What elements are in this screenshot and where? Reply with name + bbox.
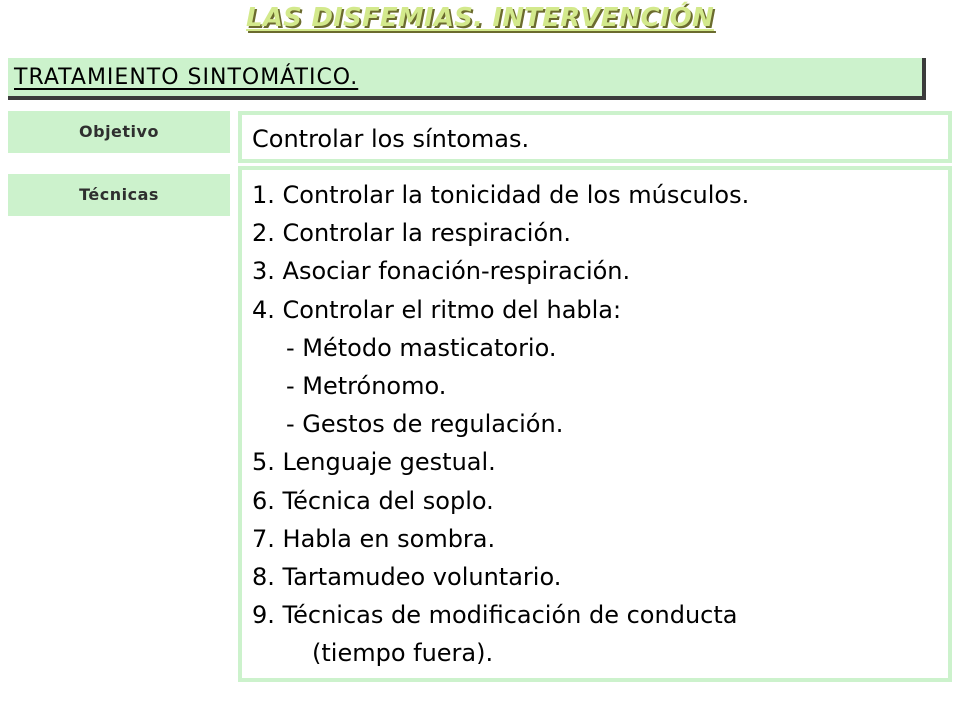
technique-item: 5. Lenguaje gestual. [252,448,496,477]
objective-box [238,111,952,163]
section-header [8,58,926,100]
techniques-label: Técnicas [8,174,230,216]
slide-title: LAS DISFEMIAS. INTERVENCIÓN [246,3,714,33]
technique-item-continuation: (tiempo fuera). [312,639,494,668]
technique-subitem: - Método masticatorio. [286,333,557,362]
technique-item: 1. Controlar la tonicidad de los músculos. [252,181,750,209]
technique-item: 7. Habla en sombra. [252,524,496,553]
technique-item: 6. Técnica del soplo. [252,486,494,515]
technique-item: 4. Controlar el ritmo del habla: [252,295,622,324]
technique-subitem: - Gestos de regulación. [286,410,564,439]
technique-item: 8. Tartamudeo voluntario. [252,562,562,591]
technique-subitem: - Metrónomo. [286,371,447,400]
section-header-text: TRATAMIENTO SINTOMÁTICO. [14,65,359,90]
technique-item: 3. Asociar fonación-respiración. [252,257,631,286]
technique-item: 9. Técnicas de modificación de conducta [252,601,738,630]
technique-item: 2. Controlar la respiración. [252,219,571,248]
objective-text: Controlar los síntomas. [252,125,530,153]
techniques-box [238,166,952,682]
objective-label: Objetivo [8,111,230,153]
